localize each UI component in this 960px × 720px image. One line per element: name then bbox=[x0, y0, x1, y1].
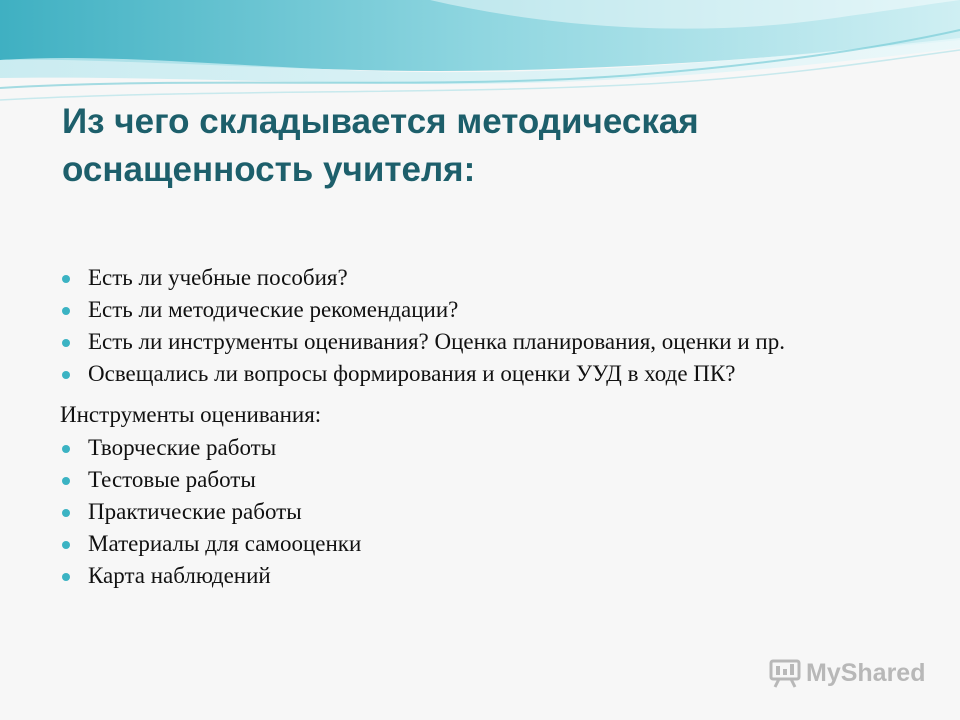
tools-heading: Инструменты оценивания: bbox=[60, 402, 322, 427]
questions-list bbox=[60, 266, 910, 386]
myshared-watermark bbox=[768, 658, 925, 688]
tool-item: Материалы для самооценки bbox=[60, 532, 910, 556]
title-line-2: оснащенность учителя: bbox=[62, 150, 476, 189]
tool-item: Карта наблюдений bbox=[60, 564, 910, 588]
bullet-icon bbox=[62, 509, 70, 517]
presentation-board-icon bbox=[768, 658, 802, 688]
bullet-icon bbox=[62, 275, 70, 283]
slide-body bbox=[60, 266, 910, 596]
bullet-icon bbox=[62, 541, 70, 549]
bullet-icon bbox=[62, 371, 70, 379]
question-item: Есть ли учебные пособия? bbox=[60, 266, 910, 290]
bullet-icon bbox=[62, 573, 70, 581]
bullet-icon bbox=[62, 307, 70, 315]
question-item: Освещались ли вопросы формирования и оценки УУД в ходе ПК? bbox=[60, 362, 910, 386]
question-item: Есть ли методические рекомендации? bbox=[60, 298, 910, 322]
slide-title bbox=[62, 98, 902, 194]
tool-item: Творческие работы bbox=[60, 436, 910, 460]
watermark-text: MyShared bbox=[806, 658, 926, 687]
bullet-icon bbox=[62, 477, 70, 485]
question-item: Есть ли инструменты оценивания? Оценка планирования, оценки и пр. bbox=[60, 330, 910, 354]
bullet-icon bbox=[62, 445, 70, 453]
tool-item: Практические работы bbox=[60, 500, 910, 524]
bullet-icon bbox=[62, 339, 70, 347]
tool-item: Тестовые работы bbox=[60, 468, 910, 492]
tools-list bbox=[60, 436, 910, 588]
title-line-1: Из чего складывается методическая bbox=[62, 102, 699, 141]
